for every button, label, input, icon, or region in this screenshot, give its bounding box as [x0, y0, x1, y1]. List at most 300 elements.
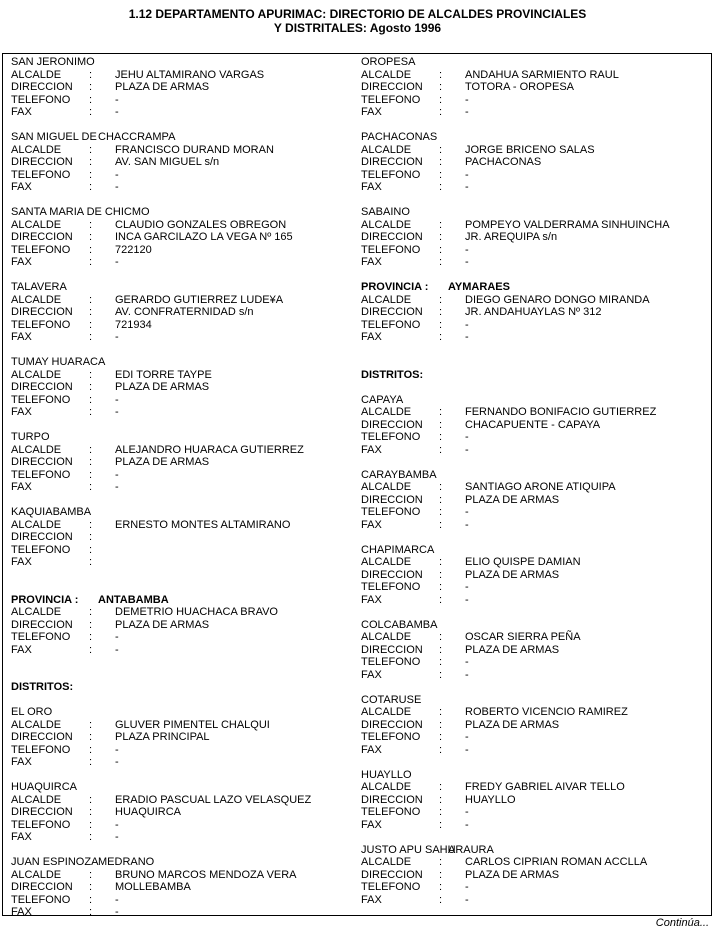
field-value-alcalde: JORGE BRICENO SALAS	[465, 143, 595, 156]
field-colon: :	[439, 493, 443, 506]
field-colon: :	[89, 543, 93, 556]
field-label-telefono: TELEFONO	[11, 631, 71, 643]
field-value-fax: -	[115, 643, 119, 656]
field-label-fax: FAX	[361, 743, 382, 756]
field-row-alcalde	[361, 631, 711, 644]
provincia-title	[361, 281, 711, 294]
field-row-alcalde	[361, 706, 711, 719]
field-value-fax: -	[115, 481, 119, 493]
field-row-telefono	[11, 469, 357, 482]
field-value-fax: -	[115, 406, 119, 418]
entry-name-part2: CHACCRAMPA	[98, 131, 176, 143]
field-value-telefono: 721934	[115, 318, 152, 331]
field-row-telefono	[361, 581, 711, 594]
field-colon: :	[89, 381, 93, 393]
entry-title	[361, 469, 711, 482]
entry-name: SAN MIGUEL DE	[11, 131, 97, 143]
field-label-fax: FAX	[361, 256, 382, 268]
field-label-fax: FAX	[361, 668, 382, 681]
field-row-direccion	[11, 156, 357, 169]
field-value-alcalde: CLAUDIO GONZALES OBREGON	[115, 218, 287, 231]
field-colon: :	[89, 881, 93, 893]
field-label-alcalde: ALCALDE	[361, 706, 412, 718]
field-value-alcalde: ELIO QUISPE DAMIAN	[465, 556, 581, 568]
entry-name: EL ORO	[11, 706, 53, 718]
field-value-telefono: -	[465, 731, 469, 743]
entry-name: SANTA MARIA DE CHICMO	[11, 206, 150, 218]
field-label-fax: FAX	[361, 181, 382, 193]
field-label-alcalde: ALCALDE	[11, 68, 62, 81]
field-value-alcalde: FERNANDO BONIFACIO GUTIERREZ	[465, 406, 657, 418]
directory-entry	[361, 469, 711, 532]
entry-name: CAPAYA	[361, 393, 404, 406]
field-label-telefono: TELEFONO	[361, 243, 421, 256]
field-row-telefono	[361, 881, 711, 894]
distritos-heading: DISTRITOS:	[11, 681, 74, 693]
directory-entry	[361, 619, 711, 682]
distritos-heading: DISTRITOS:	[361, 368, 424, 381]
field-value-direccion: PLAZA DE ARMAS	[465, 718, 560, 731]
field-colon: :	[439, 481, 443, 493]
field-row-direccion	[11, 881, 357, 894]
field-colon: :	[439, 243, 443, 256]
field-row-telefono	[361, 731, 711, 744]
field-row-alcalde	[11, 794, 357, 807]
field-colon: :	[439, 743, 443, 756]
field-row-direccion	[361, 569, 711, 582]
field-colon: :	[89, 468, 93, 481]
field-value-direccion: PACHACONAS	[465, 156, 542, 168]
field-value-fax: -	[465, 893, 469, 906]
field-colon: :	[439, 781, 443, 793]
field-row-alcalde	[361, 69, 711, 82]
field-colon: :	[89, 618, 93, 631]
field-label-alcalde: ALCALDE	[11, 793, 62, 806]
entry-name: OROPESA	[361, 56, 416, 68]
field-label-telefono: TELEFONO	[361, 731, 421, 743]
field-row-direccion	[361, 306, 711, 319]
field-colon: :	[89, 156, 93, 168]
field-row-telefono	[361, 244, 711, 257]
field-row-telefono	[361, 431, 711, 444]
field-colon: :	[89, 718, 93, 731]
field-row-fax	[11, 256, 357, 269]
entry-title	[11, 856, 357, 869]
field-row-fax	[11, 481, 357, 494]
field-colon: :	[439, 706, 443, 718]
field-colon: :	[439, 231, 443, 243]
field-value-telefono	[115, 544, 357, 557]
provincia-name: AYMARAES	[448, 281, 510, 293]
field-colon: :	[89, 168, 93, 181]
field-row-alcalde	[361, 556, 711, 569]
entry-name: JUSTO APU SAHU	[361, 843, 456, 856]
entry-name: TUMAY HUARACA	[11, 356, 106, 368]
field-row-alcalde	[11, 519, 357, 532]
entry-title	[11, 356, 357, 369]
field-row-alcalde	[11, 869, 357, 882]
field-row-telefono	[11, 394, 357, 407]
field-row-direccion	[361, 644, 711, 657]
field-row-telefono	[361, 506, 711, 519]
entry-title	[11, 56, 357, 69]
field-row-alcalde	[361, 294, 711, 307]
field-value-telefono: -	[465, 93, 469, 106]
provincia-entry	[11, 594, 357, 657]
field-label-fax: FAX	[361, 818, 382, 831]
field-value-direccion: PLAZA DE ARMAS	[115, 456, 210, 468]
field-label-alcalde: ALCALDE	[11, 606, 62, 618]
directory-entry	[11, 856, 357, 916]
field-row-alcalde	[361, 481, 711, 494]
field-row-fax	[11, 556, 357, 569]
field-label-telefono: TELEFONO	[361, 318, 421, 331]
entry-title	[11, 281, 357, 294]
field-colon: :	[439, 856, 443, 868]
field-colon: :	[89, 368, 93, 381]
field-row-direccion	[361, 81, 711, 94]
field-value-fax: -	[465, 593, 469, 606]
field-row-alcalde	[361, 219, 711, 232]
field-row-fax	[361, 744, 711, 757]
field-colon: :	[439, 156, 443, 168]
field-row-direccion	[11, 381, 357, 394]
field-value-direccion: PLAZA DE ARMAS	[465, 643, 560, 656]
field-colon: :	[89, 218, 93, 231]
field-value-direccion: JR. ANDAHUAYLAS Nº 312	[465, 306, 602, 318]
directory-entry	[361, 394, 711, 457]
field-label-fax: FAX	[11, 256, 32, 268]
directory-entry	[361, 694, 711, 757]
field-row-fax	[11, 756, 357, 769]
field-colon: :	[89, 406, 93, 418]
field-label-direccion: DIRECCION	[11, 156, 73, 168]
field-row-telefono	[11, 244, 357, 257]
entry-title	[11, 431, 357, 444]
entry-title	[361, 844, 711, 857]
continua-note: Continúa...	[655, 917, 709, 929]
field-colon: :	[89, 868, 93, 881]
field-value-alcalde: BRUNO MARCOS MENDOZA VERA	[115, 868, 297, 881]
field-label-alcalde: ALCALDE	[11, 443, 62, 456]
entry-title	[11, 506, 357, 519]
field-colon: :	[89, 306, 93, 318]
field-label-telefono: TELEFONO	[11, 243, 71, 256]
provincia-title	[11, 594, 357, 607]
field-colon: :	[439, 406, 443, 418]
field-value-telefono: -	[465, 243, 469, 256]
field-row-direccion	[11, 231, 357, 244]
entry-name: TURPO	[11, 431, 50, 443]
field-label-fax: FAX	[361, 518, 382, 531]
entry-name: SABAINO	[361, 206, 410, 218]
field-row-alcalde	[361, 781, 711, 794]
field-value-telefono: -	[115, 93, 119, 106]
field-label-fax: FAX	[361, 893, 382, 906]
entry-name: KAQUIABAMBA	[11, 506, 92, 518]
field-value-telefono: -	[465, 431, 469, 443]
field-colon: :	[439, 718, 443, 731]
field-value-telefono: -	[465, 656, 469, 668]
field-value-direccion: TOTORA - OROPESA	[465, 81, 575, 93]
field-value-alcalde: ROBERTO VICENCIO RAMIREZ	[465, 706, 628, 718]
field-colon: :	[439, 431, 443, 443]
field-value-alcalde: JEHU ALTAMIRANO VARGAS	[115, 68, 265, 81]
field-value-fax: -	[115, 831, 119, 843]
field-value-alcalde: GLUVER PIMENTEL CHALQUI	[115, 718, 270, 731]
field-row-fax	[361, 331, 711, 344]
field-colon: :	[89, 793, 93, 806]
field-row-fax	[11, 181, 357, 194]
field-value-alcalde: ERADIO PASCUAL LAZO VELASQUEZ	[115, 793, 312, 806]
field-label-direccion: DIRECCION	[11, 531, 73, 543]
field-colon: :	[439, 93, 443, 106]
entry-name-part2: MEDRANO	[98, 856, 155, 868]
field-row-fax	[361, 519, 711, 532]
field-colon: :	[439, 581, 443, 593]
field-label-direccion: DIRECCION	[11, 806, 73, 818]
field-label-alcalde: ALCALDE	[361, 781, 412, 793]
field-value-direccion: INCA GARCILAZO LA VEGA Nº 165	[115, 231, 293, 243]
field-row-fax	[361, 894, 711, 907]
field-row-telefono	[11, 894, 357, 907]
field-value-telefono: -	[115, 743, 119, 756]
directory-entry	[11, 281, 357, 344]
field-row-fax	[361, 181, 711, 194]
field-value-fax: -	[115, 906, 119, 916]
entry-title	[361, 619, 711, 632]
field-row-direccion	[11, 306, 357, 319]
field-label-direccion: DIRECCION	[361, 868, 423, 881]
field-label-alcalde: ALCALDE	[361, 556, 412, 568]
field-row-alcalde	[361, 144, 711, 157]
field-row-telefono	[11, 631, 357, 644]
field-row-telefono	[11, 744, 357, 757]
field-value-fax: -	[465, 331, 469, 343]
field-value-alcalde: ANDAHUA SARMIENTO RAUL	[465, 68, 619, 81]
field-value-alcalde: GERARDO GUTIERREZ LUDE¥A	[115, 293, 284, 306]
field-value-direccion: CHACAPUENTE - CAPAYA	[465, 418, 601, 431]
provincia-name: ANTABAMBA	[98, 593, 169, 606]
field-row-direccion	[361, 419, 711, 432]
field-label-fax: FAX	[361, 106, 382, 118]
entry-name: SAN JERONIMO	[11, 56, 95, 68]
field-colon: :	[89, 631, 93, 643]
field-colon: :	[89, 231, 93, 243]
directory-entry	[11, 506, 357, 569]
field-label-alcalde: ALCALDE	[11, 293, 62, 306]
field-label-telefono: TELEFONO	[11, 743, 71, 756]
entry-name: CARAYBAMBA	[361, 468, 437, 481]
field-label-alcalde: ALCALDE	[361, 631, 412, 643]
field-label-telefono: TELEFONO	[11, 543, 71, 556]
field-label-telefono: TELEFONO	[11, 893, 71, 906]
field-label-alcalde: ALCALDE	[361, 481, 412, 493]
field-value-telefono: -	[115, 393, 119, 406]
field-label-alcalde: ALCALDE	[11, 718, 62, 731]
field-row-direccion	[11, 731, 357, 744]
field-row-fax	[361, 106, 711, 119]
field-label-fax: FAX	[11, 906, 32, 916]
entry-title	[11, 131, 357, 144]
field-value-direccion: PLAZA DE ARMAS	[115, 81, 210, 93]
entry-title	[361, 131, 711, 144]
field-label-telefono: TELEFONO	[361, 581, 421, 593]
field-colon: :	[439, 593, 443, 606]
field-label-alcalde: ALCALDE	[11, 143, 62, 156]
field-label-fax: FAX	[11, 556, 32, 568]
field-label-telefono: TELEFONO	[11, 818, 71, 831]
field-label-direccion: DIRECCION	[11, 231, 73, 243]
field-colon: :	[89, 606, 93, 618]
field-value-telefono: -	[115, 893, 119, 906]
directory-entry	[11, 781, 357, 844]
field-colon: :	[439, 518, 443, 531]
field-colon: :	[89, 731, 93, 743]
entry-name: COTARUSE	[361, 693, 422, 706]
field-value-alcalde: FREDY GABRIEL AIVAR TELLO	[465, 781, 625, 793]
field-row-telefono	[361, 656, 711, 669]
entry-title	[11, 781, 357, 794]
field-colon: :	[89, 518, 93, 531]
field-value-telefono: -	[465, 168, 469, 181]
field-value-telefono: -	[465, 881, 469, 893]
field-colon: :	[439, 181, 443, 193]
field-colon: :	[89, 756, 93, 768]
directory-entry	[361, 56, 711, 119]
field-row-alcalde	[361, 856, 711, 869]
directory-entry	[361, 844, 711, 907]
field-row-direccion	[361, 719, 711, 732]
field-label-direccion: DIRECCION	[11, 306, 73, 318]
field-row-alcalde	[361, 406, 711, 419]
field-row-alcalde	[11, 294, 357, 307]
field-label-direccion: DIRECCION	[361, 306, 423, 318]
field-label-alcalde: ALCALDE	[11, 518, 62, 531]
directory-entry	[11, 131, 357, 194]
field-label-telefono: TELEFONO	[361, 93, 421, 106]
field-label-fax: FAX	[361, 443, 382, 456]
field-value-fax: -	[465, 668, 469, 681]
field-colon: :	[439, 881, 443, 893]
entry-title	[361, 694, 711, 707]
field-label-telefono: TELEFONO	[361, 506, 421, 518]
field-label-telefono: TELEFONO	[11, 393, 71, 406]
field-colon: :	[89, 243, 93, 256]
field-label-telefono: TELEFONO	[361, 806, 421, 818]
field-colon: :	[89, 68, 93, 81]
field-label-telefono: TELEFONO	[361, 656, 421, 668]
field-colon: :	[89, 456, 93, 468]
entry-title	[11, 706, 357, 719]
field-label-fax: FAX	[361, 593, 382, 606]
field-label-fax: FAX	[11, 106, 32, 118]
field-colon: :	[439, 556, 443, 568]
field-row-direccion	[11, 531, 357, 544]
field-colon: :	[439, 818, 443, 831]
field-colon: :	[89, 443, 93, 456]
field-row-fax	[361, 594, 711, 607]
field-colon: :	[439, 143, 443, 156]
entry-title	[361, 394, 711, 407]
field-row-alcalde	[11, 69, 357, 82]
field-colon: :	[89, 81, 93, 93]
field-value-direccion: AV. CONFRATERNIDAD s/n	[115, 306, 254, 318]
field-value-direccion: MOLLEBAMBA	[115, 881, 191, 893]
field-colon: :	[439, 656, 443, 668]
page-title	[0, 7, 715, 35]
field-colon: :	[89, 481, 93, 493]
field-colon: :	[439, 506, 443, 518]
field-label-direccion: DIRECCION	[11, 618, 73, 631]
field-row-direccion	[11, 806, 357, 819]
field-row-direccion	[361, 794, 711, 807]
field-colon: :	[89, 531, 93, 543]
field-value-fax: -	[115, 106, 119, 118]
provincia-label: PROVINCIA :	[361, 281, 429, 293]
field-colon: :	[439, 293, 443, 306]
field-value-direccion: HUAQUIRCA	[115, 806, 182, 818]
entry-title	[361, 544, 711, 557]
field-label-direccion: DIRECCION	[361, 231, 423, 243]
page-title-line1: 1.12 DEPARTAMENTO APURIMAC: DIRECTORIO DE ALCALDES PROVINCIALES	[128, 7, 587, 21]
field-row-telefono	[11, 819, 357, 832]
field-colon: :	[439, 668, 443, 681]
field-value-fax: -	[465, 818, 469, 831]
entry-name: HUAQUIRCA	[11, 781, 78, 793]
field-label-direccion: DIRECCION	[11, 731, 73, 743]
field-label-alcalde: ALCALDE	[361, 68, 412, 81]
field-value-direccion: JR. AREQUIPA s/n	[465, 231, 558, 243]
field-row-telefono	[361, 806, 711, 819]
entry-name: PACHACONAS	[361, 131, 438, 143]
field-row-fax	[11, 106, 357, 119]
field-value-fax: -	[465, 518, 469, 531]
field-value-alcalde: DEMETRIO HUACHACA BRAVO	[115, 606, 278, 618]
field-label-direccion: DIRECCION	[361, 156, 423, 168]
field-row-direccion	[361, 869, 711, 882]
field-colon: :	[439, 306, 443, 318]
field-colon: :	[89, 818, 93, 831]
field-colon: :	[89, 293, 93, 306]
field-label-fax: FAX	[11, 181, 32, 193]
field-colon: :	[439, 568, 443, 581]
field-row-alcalde	[11, 444, 357, 457]
field-value-alcalde: ALEJANDRO HUARACA GUTIERREZ	[115, 443, 304, 456]
field-row-fax	[361, 256, 711, 269]
field-value-fax: -	[465, 106, 469, 118]
field-label-telefono: TELEFONO	[11, 93, 71, 106]
field-label-alcalde: ALCALDE	[361, 406, 412, 418]
field-row-fax	[361, 669, 711, 682]
field-colon: :	[439, 443, 443, 456]
field-colon: :	[89, 906, 93, 916]
field-label-telefono: TELEFONO	[361, 431, 421, 443]
field-label-alcalde: ALCALDE	[11, 368, 62, 381]
field-colon: :	[89, 93, 93, 106]
field-label-direccion: DIRECCION	[361, 418, 423, 431]
field-colon: :	[89, 643, 93, 656]
field-colon: :	[89, 181, 93, 193]
field-value-fax: -	[465, 181, 469, 193]
field-label-fax: FAX	[11, 331, 32, 343]
field-label-telefono: TELEFONO	[11, 168, 71, 181]
field-value-direccion: PLAZA DE ARMAS	[465, 868, 560, 881]
field-value-fax	[115, 556, 357, 569]
field-label-fax: FAX	[11, 831, 32, 843]
field-row-telefono	[361, 94, 711, 107]
field-value-alcalde: CARLOS CIPRIAN ROMAN ACCLLA	[465, 856, 648, 868]
